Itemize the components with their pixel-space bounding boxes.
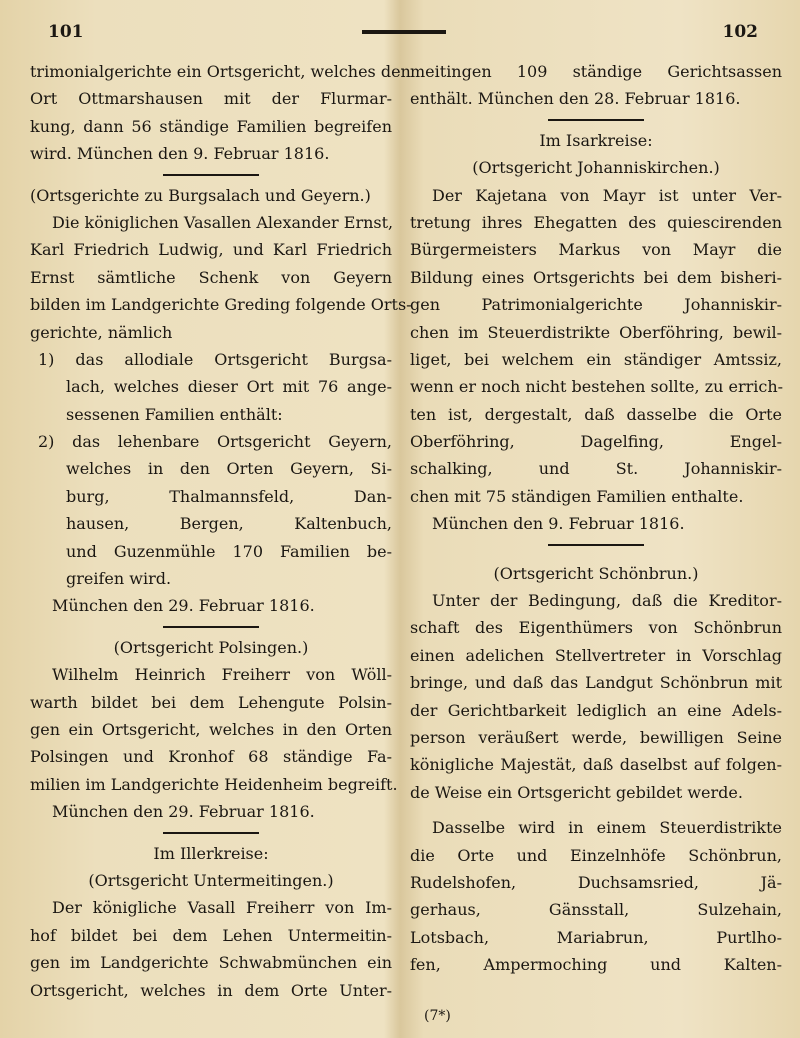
text-line: 1) das allodiale Ortsgericht Burgsa-	[38, 349, 392, 369]
date-line: München den 29. Februar 1816.	[52, 802, 315, 822]
text-line: chen im Steuerdistrikte Oberföhring, bewil-	[410, 322, 782, 342]
text-line: bilden im Landgerichte Greding folgende Orts-	[30, 295, 412, 315]
region-heading: Im Isarkreise:	[539, 130, 653, 150]
date-line: München den 29. Februar 1816.	[52, 596, 315, 616]
separator-rule	[548, 544, 644, 546]
text-line: Unter der Bedingung, daß die Kreditor-	[432, 591, 782, 611]
text-line: Ernst sämtliche Schenk von Geyern	[30, 267, 392, 287]
text-line: gen Patrimonialgerichte Johanniskir-	[410, 295, 782, 315]
text-line: fen, Ampermoching und Kalten-	[410, 955, 782, 975]
text-line: Dasselbe wird in einem Steuerdistrikte	[432, 818, 782, 838]
text-line: gen ein Ortsgericht, welches in den Orten	[30, 719, 392, 739]
text-line: person veräußert werde, bewilligen Seine	[410, 727, 782, 747]
paragraph	[410, 587, 782, 806]
paragraph	[30, 209, 412, 346]
text-line: Die königlichen Vasallen Alexander Ernst,	[52, 212, 394, 232]
date-line: München den 9. Februar 1816.	[432, 514, 685, 534]
section-heading: (Ortsgerichte zu Burgsalach und Geyern.)	[30, 185, 371, 205]
text-line: greifen wird.	[66, 569, 172, 589]
region-heading: Im Illerkreise:	[153, 843, 269, 863]
list-item	[30, 428, 392, 592]
text-line: gerichte, nämlich	[30, 322, 173, 342]
text-line: 2) das lehenbare Ortsgericht Geyern,	[38, 432, 392, 452]
text-line: Polsingen und Kronhof 68 ständige Fa-	[30, 747, 392, 767]
text-line: ten ist, dergestalt, daß dasselbe die Orte	[410, 404, 782, 424]
text-line: warth bildet bei dem Lehengute Polsin-	[30, 692, 392, 712]
text-line: liget, bei welchem ein ständiger Amtssiz,	[410, 349, 782, 369]
section-heading: (Ortsgericht Schönbrun.)	[493, 563, 699, 583]
separator-rule	[163, 174, 259, 176]
text-line: Der königliche Vasall Freiherr von Im-	[52, 898, 392, 918]
text-line: die Orte und Einzelnhöfe Schönbrun,	[410, 845, 782, 865]
right-column	[410, 58, 782, 979]
paragraph	[410, 182, 782, 511]
separator-rule	[548, 119, 644, 121]
text-line: und Guzenmühle 170 Familien be-	[66, 541, 392, 561]
header-rule	[362, 30, 446, 34]
text-line: Bildung eines Ortsgerichts bei dem bisheri-	[410, 267, 782, 287]
text-line: schalking, und St. Johanniskir-	[410, 459, 782, 479]
paragraph	[30, 58, 411, 168]
text-line: Oberföhring, Dagelfing, Engel-	[410, 432, 782, 452]
text-line: burg, Thalmannsfeld, Dan-	[66, 486, 392, 506]
text-line: gerhaus, Gänsstall, Sulzehain,	[410, 900, 782, 920]
text-line: meitingen 109 ständige Gerichtsassen	[410, 62, 782, 81]
text-line: schaft des Eigenthümers von Schönbrun	[410, 618, 782, 638]
text-line: de Weise ein Ortsgericht gebildet werde.	[410, 782, 743, 802]
text-line: Ort Ottmarshausen mit der Flurmar-	[30, 89, 392, 109]
page-number-right: 102	[722, 22, 758, 42]
text-line: sessenen Familien enthält:	[66, 404, 283, 424]
text-line: einen adelichen Stellvertreter in Vorschlag	[410, 645, 782, 665]
text-line: wird. München den 9. Februar 1816.	[30, 144, 330, 164]
left-column	[30, 58, 412, 1004]
text-line: bringe, und daß das Landgut Schönbrun mit	[410, 673, 782, 693]
section-heading: (Ortsgericht Polsingen.)	[113, 637, 309, 657]
text-line: tretung ihres Ehegatten des quiescirenden	[410, 212, 782, 232]
paragraph	[410, 814, 782, 978]
text-line: chen mit 75 ständigen Familien enthalte.	[410, 486, 744, 506]
text-line: gen im Landgerichte Schwabmünchen ein	[30, 953, 392, 973]
text-line: welches in den Orten Geyern, Si-	[66, 459, 392, 479]
signature-mark: (7*)	[424, 1008, 451, 1024]
section-heading: (Ortsgericht Johanniskirchen.)	[472, 158, 720, 178]
text-line: Ortsgericht, welches in dem Orte Unter-	[30, 980, 392, 1000]
text-line: Bürgermeisters Markus von Mayr die	[410, 240, 782, 260]
section-heading: (Ortsgericht Untermeitingen.)	[88, 870, 334, 890]
page-number-left: 101	[48, 22, 84, 42]
separator-rule	[163, 832, 259, 834]
text-line: wenn er noch nicht bestehen sollte, zu errich-	[410, 377, 784, 397]
text-line: königliche Majestät, daß daselbst auf folgen-	[410, 755, 782, 775]
list-item	[30, 346, 392, 428]
text-line: der Gerichtbarkeit lediglich an eine Adels-	[410, 700, 782, 720]
text-line: trimonialgerichte ein Ortsgericht, welches den	[30, 62, 411, 81]
paragraph	[30, 894, 392, 1004]
text-line: Wilhelm Heinrich Freiherr von Wöll-	[52, 665, 392, 685]
separator-rule	[163, 626, 259, 628]
paragraph	[30, 661, 398, 798]
text-line: Karl Friedrich Ludwig, und Karl Friedrich	[30, 240, 392, 260]
text-line: hausen, Bergen, Kaltenbuch,	[66, 514, 392, 534]
text-line: enthält. München den 28. Februar 1816.	[410, 89, 741, 109]
text-line: hof bildet bei dem Lehen Untermeitin-	[30, 925, 392, 945]
paragraph	[410, 58, 782, 113]
text-line: milien im Landgerichte Heidenheim begreift.	[30, 774, 398, 794]
text-line: lach, welches dieser Ort mit 76 ange-	[66, 377, 392, 397]
text-line: Rudelshofen, Duchsamsried, Jä-	[410, 872, 782, 892]
text-line: kung, dann 56 ständige Familien begreifen	[30, 116, 392, 136]
text-line: Lotsbach, Mariabrun, Purtlho-	[410, 927, 782, 947]
text-line: Der Kajetana von Mayr ist unter Ver-	[432, 185, 782, 205]
